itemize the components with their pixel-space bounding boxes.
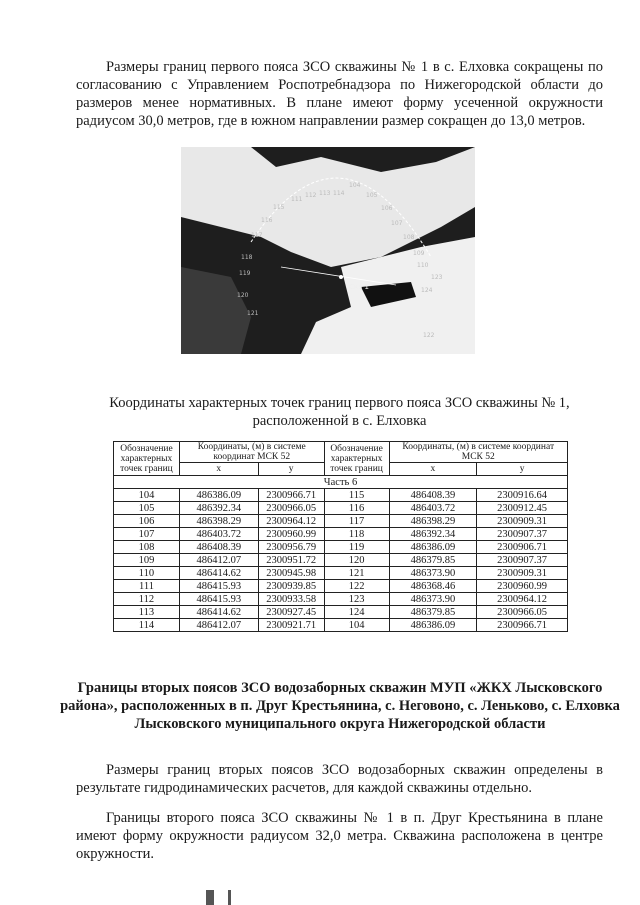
cell: 104 (324, 619, 389, 632)
cell: 486414.62 (179, 567, 258, 580)
map-label-105: 105 (366, 192, 378, 199)
cell: 486386.09 (389, 619, 477, 632)
map-label-123: 123 (431, 274, 443, 281)
section-heading: Границы вторых поясов ЗСО водозаборных скважин МУП «ЖКХ Лысковского района», расположенных в п. Друг Крестьянина, с. Неговоно, с. Леньково, с. Елховка Лысковского муниципального округа Нижегородской области (60, 680, 620, 732)
cell: 124 (324, 606, 389, 619)
cell: 486379.85 (389, 554, 477, 567)
cell: 2300939.85 (258, 580, 324, 593)
cell: 120 (324, 554, 389, 567)
map-label-121: 121 (247, 310, 259, 317)
scan-artifact (206, 890, 214, 905)
cell: 2300960.99 (258, 528, 324, 541)
cell: 2300945.98 (258, 567, 324, 580)
cell: 117 (324, 515, 389, 528)
map-label-106: 106 (381, 205, 393, 212)
map-label-107: 107 (391, 220, 403, 227)
table-row (114, 606, 568, 619)
header-y-left: y (258, 463, 324, 476)
cell: 2300966.71 (258, 489, 324, 502)
map-label-119: 119 (239, 270, 251, 277)
header-y-right: y (477, 463, 568, 476)
cell: 2300956.79 (258, 541, 324, 554)
map-label-116: 116 (261, 217, 273, 224)
map-label-115: 115 (273, 204, 285, 211)
table-row (114, 593, 568, 606)
cell: 2300966.71 (477, 619, 568, 632)
table-row (114, 489, 568, 502)
cell: 112 (114, 593, 180, 606)
cell: 2300916.64 (477, 489, 568, 502)
map-label-111: 111 (291, 196, 303, 203)
cell: 2300933.58 (258, 593, 324, 606)
header-coords-left: Координаты, (м) в системе координат МСК 52 (179, 442, 324, 463)
table-row (114, 554, 568, 567)
cell: 486373.90 (389, 593, 477, 606)
cell: 486392.34 (389, 528, 477, 541)
cell: 486415.93 (179, 580, 258, 593)
cell: 114 (114, 619, 180, 632)
map-label-118: 118 (241, 254, 253, 261)
map-label-124: 124 (421, 287, 433, 294)
paragraph-2: Размеры границ вторых поясов ЗСО водозаборных скважин определены в результате гидродинамических расчетов, для каждой скважины отдельно. (76, 762, 603, 796)
cell: 121 (324, 567, 389, 580)
cell: 113 (114, 606, 180, 619)
table-row (114, 541, 568, 554)
table-row (114, 528, 568, 541)
cell: 486403.72 (389, 502, 477, 515)
cell: 486379.85 (389, 606, 477, 619)
header-point-right: Обозначение характерных точек границ (324, 442, 389, 476)
cell: 2300951.72 (258, 554, 324, 567)
cell: 119 (324, 541, 389, 554)
header-x-right: x (389, 463, 477, 476)
cell: 486415.93 (179, 593, 258, 606)
cell: 486412.07 (179, 554, 258, 567)
header-point-left: Обозначение характерных точек границ (114, 442, 180, 476)
map-label-117: 117 (251, 232, 263, 239)
cell: 2300909.31 (477, 515, 568, 528)
scan-artifact (228, 890, 231, 905)
cell: 109 (114, 554, 180, 567)
cell: 2300966.05 (258, 502, 324, 515)
cell: 115 (324, 489, 389, 502)
table-row (114, 567, 568, 580)
cell: 486403.72 (179, 528, 258, 541)
header-x-left: x (179, 463, 258, 476)
satellite-map-image (181, 147, 475, 354)
cell: 486386.09 (179, 489, 258, 502)
table-row (114, 580, 568, 593)
cell: 111 (114, 580, 180, 593)
map-label-114: 114 (333, 190, 345, 197)
cell: 486398.29 (179, 515, 258, 528)
cell: 486414.62 (179, 606, 258, 619)
table-row (114, 502, 568, 515)
cell: 2300907.37 (477, 528, 568, 541)
cell: 118 (324, 528, 389, 541)
cell: 486392.34 (179, 502, 258, 515)
cell: 107 (114, 528, 180, 541)
cell: 122 (324, 580, 389, 593)
cell: 486373.90 (389, 567, 477, 580)
map-label-120: 120 (237, 292, 249, 299)
cell: 110 (114, 567, 180, 580)
cell: 108 (114, 541, 180, 554)
cell: 2300964.12 (477, 593, 568, 606)
table-row (114, 619, 568, 632)
cell: 2300960.99 (477, 580, 568, 593)
cell: 105 (114, 502, 180, 515)
cell: 2300964.12 (258, 515, 324, 528)
table-caption: Координаты характерных точек границ первого пояса ЗСО скважины № 1, расположенной в с. Елховка (109, 395, 570, 429)
table-row (114, 515, 568, 528)
map-label-113: 113 (319, 190, 331, 197)
cell: 106 (114, 515, 180, 528)
map-label-122: 122 (423, 332, 435, 339)
cell: 104 (114, 489, 180, 502)
cell: 2300921.71 (258, 619, 324, 632)
map-label-109: 109 (413, 250, 425, 257)
cell: 486412.07 (179, 619, 258, 632)
map-label-108: 108 (403, 234, 415, 241)
cell: 486408.39 (179, 541, 258, 554)
cell: 2300927.45 (258, 606, 324, 619)
cell: 486386.09 (389, 541, 477, 554)
cell: 486368.46 (389, 580, 477, 593)
coordinates-table (113, 441, 568, 632)
cell: 116 (324, 502, 389, 515)
map-drawing (181, 147, 475, 354)
cell: 2300909.31 (477, 567, 568, 580)
paragraph-3: Границы второго пояса ЗСО скважины № 1 в п. Друг Крестьянина в плане имеют форму окружности радиусом 32,0 метра. Скважина расположена в центре окружности. (76, 810, 603, 862)
intro-paragraph: Размеры границ первого пояса ЗСО скважины № 1 в с. Елховка сокращены по согласованию с Управлением Роспотребнадзора по Нижегородской области до размеров менее нормативных. В плане имеют форму усеченной окружности радиусом 30,0 метров, где в южном направлении размер сокращен до 13,0 метров. (76, 59, 603, 129)
table-section-label: Часть 6 (114, 476, 568, 489)
cell: 486398.29 (389, 515, 477, 528)
map-label-104: 104 (349, 182, 361, 189)
cell: 486408.39 (389, 489, 477, 502)
cell: 2300907.37 (477, 554, 568, 567)
map-well-label: Скв 1 (349, 283, 369, 291)
header-coords-right: Координаты, (м) в системе координат МСК 52 (389, 442, 567, 463)
map-label-112: 112 (305, 192, 317, 199)
cell: 2300906.71 (477, 541, 568, 554)
cell: 2300966.05 (477, 606, 568, 619)
cell: 2300912.45 (477, 502, 568, 515)
map-label-110: 110 (417, 262, 429, 269)
cell: 123 (324, 593, 389, 606)
